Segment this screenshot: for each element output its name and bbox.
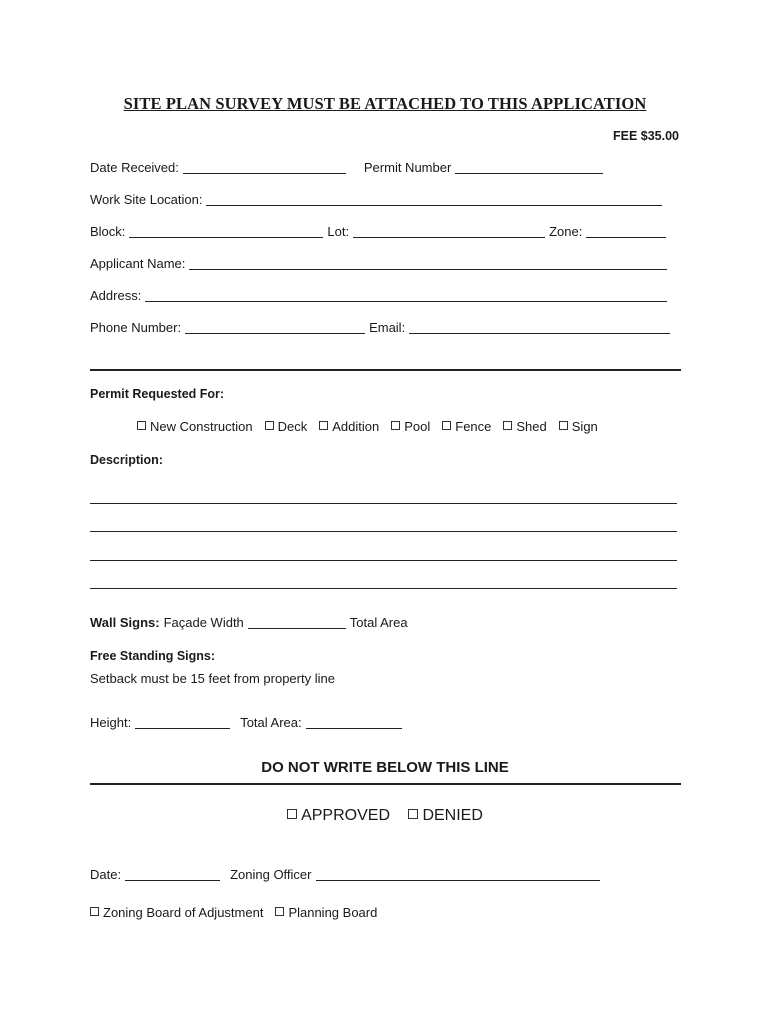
zone-label: Zone: (549, 224, 583, 239)
checkbox-icon (137, 421, 146, 430)
setback-note: Setback must be 15 feet from property line (90, 671, 335, 686)
option-label: Pool (404, 419, 431, 434)
option-pool[interactable] (391, 419, 430, 434)
checkbox-icon (559, 421, 568, 430)
height-field[interactable] (135, 716, 230, 729)
permit-number-field[interactable] (455, 161, 603, 174)
zoning-board-label: Zoning Board of Adjustment (103, 905, 264, 920)
option-addition[interactable] (319, 419, 379, 434)
work-site-row (90, 192, 666, 207)
checkbox-icon (391, 421, 400, 430)
free-standing-heading: Free Standing Signs: (90, 649, 216, 663)
zoning-officer-label: Zoning Officer (230, 867, 312, 882)
block-label: Block: (90, 224, 126, 239)
date-received-field[interactable] (183, 161, 346, 174)
option-sign[interactable] (559, 419, 598, 434)
address-label: Address: (90, 288, 142, 303)
lot-label: Lot: (327, 224, 350, 239)
option-label: Fence (455, 419, 492, 434)
approved-label: APPROVED (301, 807, 390, 824)
zone-field[interactable] (586, 225, 666, 238)
applicant-name-field[interactable] (189, 257, 667, 270)
zoning-officer-field[interactable] (316, 868, 600, 881)
do-not-write-label: DO NOT WRITE BELOW THIS LINE (261, 759, 509, 776)
facade-width-label: Façade Width (163, 615, 244, 630)
approved-option[interactable] (287, 807, 390, 825)
checkbox-icon (442, 421, 451, 430)
option-label: Addition (332, 419, 380, 434)
height-label: Height: (90, 715, 132, 730)
block-lot-zone-row (90, 224, 670, 239)
planning-board-option[interactable] (275, 905, 377, 920)
checkbox-icon (265, 421, 274, 430)
work-site-location-label: Work Site Location: (90, 192, 203, 207)
phone-number-label: Phone Number: (90, 320, 182, 335)
section-divider (90, 369, 681, 371)
description-line[interactable] (90, 588, 677, 589)
office-date-field[interactable] (125, 868, 220, 881)
zoning-board-option[interactable] (90, 905, 263, 920)
date-officer-row (90, 867, 604, 882)
option-new-construction[interactable] (137, 419, 253, 434)
checkbox-icon (503, 421, 512, 430)
decision-row (0, 807, 770, 825)
total-area-label: Total Area (349, 615, 408, 630)
lot-field[interactable] (353, 225, 545, 238)
option-deck[interactable] (265, 419, 308, 434)
option-label: Shed (516, 419, 547, 434)
date-permit-row (90, 160, 607, 175)
facade-width-field[interactable] (248, 616, 346, 629)
wall-signs-label: Wall Signs: (90, 615, 160, 630)
total-area-colon-label: Total Area: (240, 715, 302, 730)
denied-option[interactable] (408, 807, 482, 825)
denied-label: DENIED (422, 807, 483, 824)
block-field[interactable] (129, 225, 323, 238)
checkbox-icon (408, 809, 418, 819)
total-area-field[interactable] (306, 716, 402, 729)
checkbox-icon (319, 421, 328, 430)
work-site-location-field[interactable] (206, 193, 662, 206)
description-line[interactable] (90, 503, 677, 504)
board-row (90, 905, 389, 920)
applicant-name-label: Applicant Name: (90, 256, 186, 271)
option-label: New Construction (150, 419, 253, 434)
office-date-label: Date: (90, 867, 122, 882)
permit-number-label: Permit Number (363, 160, 452, 175)
checkbox-icon (287, 809, 297, 819)
address-field[interactable] (145, 289, 667, 302)
date-received-label: Date Received: (90, 160, 179, 175)
option-label: Deck (277, 419, 308, 434)
wall-signs-row (90, 615, 408, 630)
permit-requested-heading: Permit Requested For: (90, 387, 225, 401)
permit-options (137, 419, 610, 434)
checkbox-icon (275, 907, 284, 916)
checkbox-icon (90, 907, 99, 916)
description-heading: Description: (90, 453, 163, 467)
email-label: Email: (369, 320, 406, 335)
description-line[interactable] (90, 531, 677, 532)
description-line[interactable] (90, 560, 677, 561)
option-fence[interactable] (442, 419, 491, 434)
email-field[interactable] (409, 321, 670, 334)
option-shed[interactable] (503, 419, 546, 434)
office-divider (90, 783, 681, 785)
height-area-row (90, 715, 406, 730)
applicant-name-row (90, 256, 671, 271)
option-label: Sign (571, 419, 598, 434)
address-row (90, 288, 671, 303)
page-title: SITE PLAN SURVEY MUST BE ATTACHED TO THIS APPLICATION (123, 94, 647, 113)
phone-email-row (90, 320, 674, 335)
planning-board-label: Planning Board (288, 905, 378, 920)
phone-number-field[interactable] (185, 321, 365, 334)
fee-label: FEE $35.00 (612, 129, 679, 143)
